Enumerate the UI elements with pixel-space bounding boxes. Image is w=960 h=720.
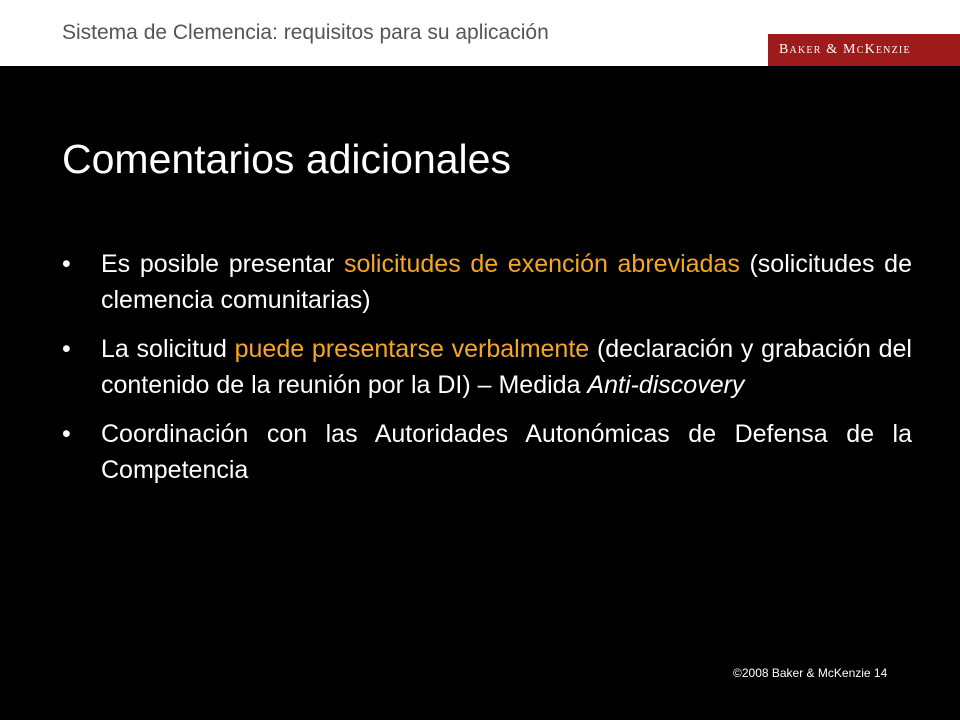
copyright-text: ©2008 Baker & McKenzie [733,666,871,680]
footer [733,666,887,680]
page-number: 14 [873,666,888,680]
bullet-text: (declaración y grabación del contenido de la reunión por la DI) – Medida [101,335,912,399]
bullet-highlight-text: solicitudes de exención abreviadas [343,250,740,278]
bullet-item [62,416,912,488]
header-title: Sistema de Clemencia: requisitos para su aplicación [62,21,549,44]
bullet-text: Es posible presentar [101,250,344,278]
bullet-text: (solicitudes de clemencia comunitarias) [101,250,912,314]
bullet-text: Coordinación con las Autoridades Autonómicas de Defensa de la Competencia [101,420,912,484]
bullet-marker: • [62,335,71,363]
bullet-item [62,331,912,403]
bullet-item [62,246,912,318]
baker-mckenzie-logo [768,34,960,66]
bullet-text: La solicitud [101,335,235,363]
bullet-italic-text: Anti-discovery [587,371,745,399]
bullet-list [62,246,912,501]
bullet-marker: • [62,420,71,448]
header-bar [0,0,960,66]
logo-text: Baker & McKenzie [779,42,911,57]
bullet-highlight-text: puede presentarse verbalmente [234,335,590,363]
bullet-marker: • [62,250,71,278]
slide-title: Comentarios adicionales [62,136,511,182]
